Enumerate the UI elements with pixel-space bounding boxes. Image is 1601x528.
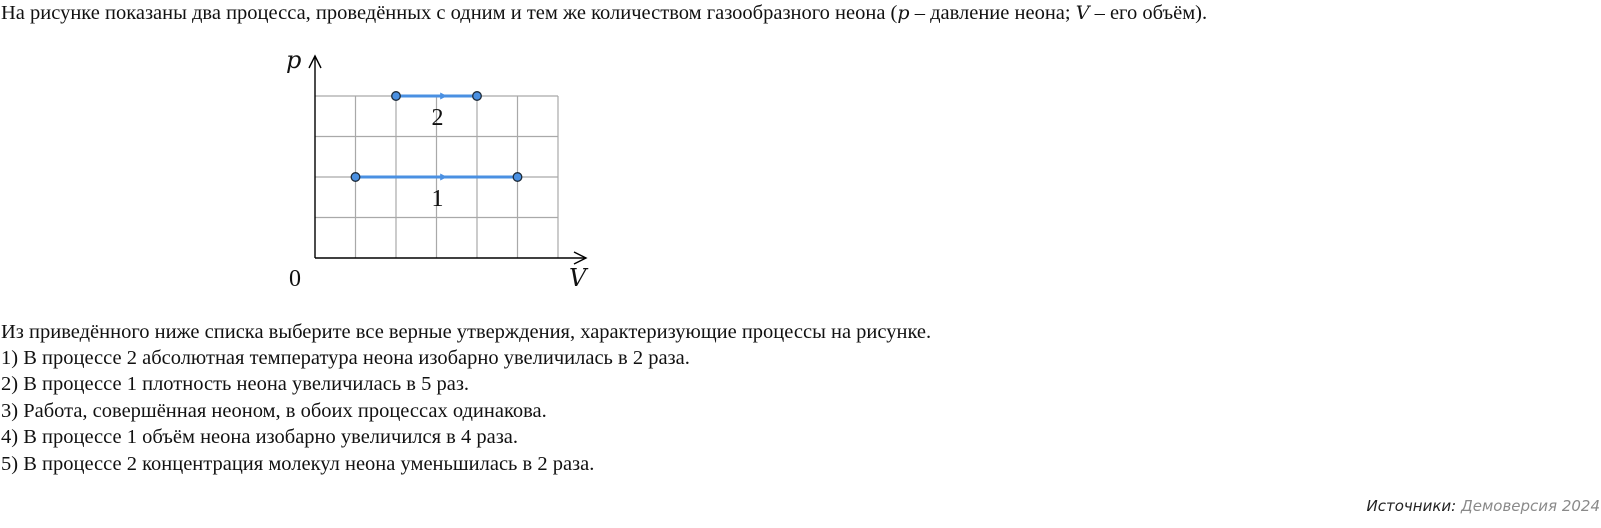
process-2-start-point	[392, 92, 401, 101]
origin-label: 0	[289, 266, 301, 292]
p-axis-label: p	[286, 46, 302, 74]
process-2-label: 2	[431, 105, 444, 131]
question-intro: Из приведённого ниже списка выберите все верные утверждения, характеризующие процессы на рисунке.	[1, 321, 932, 343]
process-2-end-point	[473, 92, 482, 101]
answer-option-3: 3) Работа, совершённая неоном, в обоих процессах одинакова.	[1, 400, 547, 422]
process-1-end-point	[513, 173, 522, 182]
pressure-symbol: p	[897, 2, 910, 24]
v-axis-label: V	[569, 264, 587, 292]
source-value: Демоверсия 2024	[1461, 497, 1600, 515]
source-note	[1367, 497, 1600, 515]
intro-text-start: На рисунке показаны два процесса, проведённых с одним и тем же количеством газообразного неона (	[1, 2, 898, 24]
p-axis	[309, 56, 321, 258]
volume-symbol: V	[1075, 2, 1090, 24]
intro-text-middle: – давление неона;	[909, 2, 1076, 24]
answer-option-5: 5) В процессе 2 концентрация молекул неона уменьшилась в 2 раза.	[1, 453, 595, 475]
process-1-start-point	[351, 173, 360, 182]
answer-option-1: 1) В процессе 2 абсолютная температура неона изобарно увеличилась в 2 раза.	[1, 347, 690, 369]
process-1-label: 1	[431, 186, 444, 212]
source-label: Источники:	[1366, 497, 1457, 515]
problem-intro	[1, 1, 1207, 25]
answer-option-2: 2) В процессе 1 плотность неона увеличилась в 5 раз.	[1, 373, 470, 395]
pv-diagram	[270, 42, 610, 302]
intro-text-end: – его объём).	[1089, 2, 1208, 24]
answer-option-4: 4) В процессе 1 объём неона изобарно увеличился в 4 раза.	[1, 426, 519, 448]
